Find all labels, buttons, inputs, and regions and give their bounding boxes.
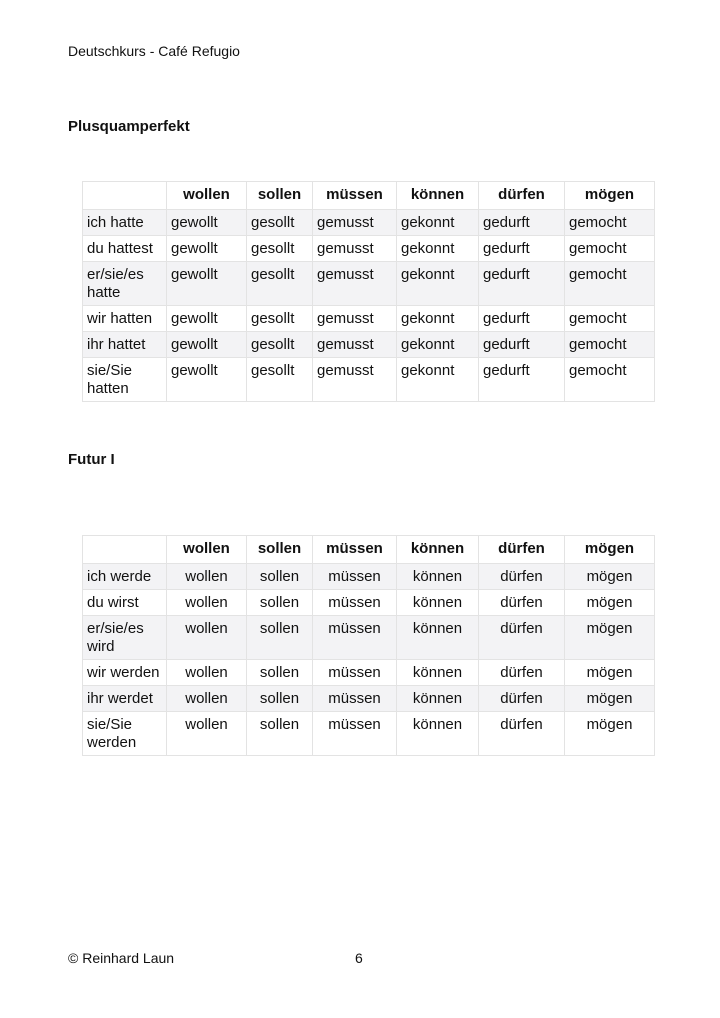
- table-header-row: [83, 536, 655, 564]
- table-cell: mögen: [565, 686, 655, 712]
- table-cell: gemusst: [313, 236, 397, 262]
- table-cell: gesollt: [247, 262, 313, 306]
- pronoun-cell: sie/Sie hatten: [83, 358, 167, 402]
- table-cell: sollen: [247, 564, 313, 590]
- table-cell: wollen: [167, 712, 247, 756]
- table-row: [83, 306, 655, 332]
- table-cell: können: [397, 660, 479, 686]
- table-cell: müssen: [313, 660, 397, 686]
- page-number: 6: [355, 950, 363, 966]
- table-cell: gemusst: [313, 358, 397, 402]
- column-header: [83, 536, 167, 564]
- table-cell: gesollt: [247, 236, 313, 262]
- table-cell: gemusst: [313, 210, 397, 236]
- table-cell: mögen: [565, 712, 655, 756]
- pronoun-cell: er/sie/es hatte: [83, 262, 167, 306]
- table-cell: gekonnt: [397, 332, 479, 358]
- table-cell: gemusst: [313, 262, 397, 306]
- table-row: [83, 262, 655, 306]
- pronoun-cell: du wirst: [83, 590, 167, 616]
- section-title-futur-i: Futur I: [68, 451, 115, 468]
- table-cell: dürfen: [479, 660, 565, 686]
- table-row: [83, 332, 655, 358]
- document-header: Deutschkurs - Café Refugio: [68, 43, 240, 59]
- table-cell: müssen: [313, 712, 397, 756]
- table-row: [83, 590, 655, 616]
- table-cell: gekonnt: [397, 236, 479, 262]
- table-row: [83, 616, 655, 660]
- table-cell: sollen: [247, 616, 313, 660]
- table-row: [83, 236, 655, 262]
- table-header-row: [83, 182, 655, 210]
- table-cell: müssen: [313, 686, 397, 712]
- table-cell: wollen: [167, 590, 247, 616]
- table-cell: gekonnt: [397, 262, 479, 306]
- table-row: [83, 660, 655, 686]
- column-header: wollen: [167, 182, 247, 210]
- table-cell: dürfen: [479, 616, 565, 660]
- table-cell: gedurft: [479, 358, 565, 402]
- table-cell: mögen: [565, 564, 655, 590]
- table-cell: können: [397, 616, 479, 660]
- table-cell: gedurft: [479, 236, 565, 262]
- table-cell: gesollt: [247, 332, 313, 358]
- plusquamperfekt-table: [82, 181, 655, 402]
- pronoun-cell: wir hatten: [83, 306, 167, 332]
- pronoun-cell: ich hatte: [83, 210, 167, 236]
- column-header: [83, 182, 167, 210]
- table-cell: gemusst: [313, 306, 397, 332]
- table-cell: dürfen: [479, 564, 565, 590]
- table-cell: gewollt: [167, 358, 247, 402]
- table-cell: gemocht: [565, 262, 655, 306]
- table-cell: mögen: [565, 616, 655, 660]
- table-cell: gewollt: [167, 236, 247, 262]
- column-header: dürfen: [479, 182, 565, 210]
- table-cell: gesollt: [247, 358, 313, 402]
- table-cell: mögen: [565, 660, 655, 686]
- table-cell: müssen: [313, 616, 397, 660]
- table-cell: gemocht: [565, 306, 655, 332]
- section-title-plusquamperfekt: Plusquamperfekt: [68, 118, 190, 135]
- table-cell: gedurft: [479, 306, 565, 332]
- column-header: sollen: [247, 536, 313, 564]
- table-cell: gewollt: [167, 332, 247, 358]
- table-cell: gedurft: [479, 332, 565, 358]
- table-cell: sollen: [247, 712, 313, 756]
- table-cell: dürfen: [479, 590, 565, 616]
- table-cell: wollen: [167, 686, 247, 712]
- table-cell: gekonnt: [397, 306, 479, 332]
- table-row: [83, 564, 655, 590]
- pronoun-cell: er/sie/es wird: [83, 616, 167, 660]
- table-cell: gewollt: [167, 306, 247, 332]
- column-header: mögen: [565, 182, 655, 210]
- table-row: [83, 712, 655, 756]
- table-cell: gemocht: [565, 358, 655, 402]
- table-cell: gewollt: [167, 262, 247, 306]
- pronoun-cell: ich werde: [83, 564, 167, 590]
- table-cell: sollen: [247, 590, 313, 616]
- table-cell: können: [397, 712, 479, 756]
- pronoun-cell: ihr werdet: [83, 686, 167, 712]
- table-cell: gekonnt: [397, 358, 479, 402]
- column-header: können: [397, 182, 479, 210]
- pronoun-cell: ihr hattet: [83, 332, 167, 358]
- table-cell: müssen: [313, 564, 397, 590]
- table-cell: können: [397, 564, 479, 590]
- table-cell: wollen: [167, 616, 247, 660]
- column-header: müssen: [313, 536, 397, 564]
- table-cell: dürfen: [479, 686, 565, 712]
- table-cell: gesollt: [247, 306, 313, 332]
- table-cell: gemocht: [565, 236, 655, 262]
- column-header: müssen: [313, 182, 397, 210]
- table-cell: gemusst: [313, 332, 397, 358]
- table-cell: gesollt: [247, 210, 313, 236]
- table-cell: müssen: [313, 590, 397, 616]
- table-cell: wollen: [167, 660, 247, 686]
- table-cell: gedurft: [479, 210, 565, 236]
- footer-copyright: © Reinhard Laun: [68, 950, 175, 966]
- table-cell: sollen: [247, 686, 313, 712]
- column-header: dürfen: [479, 536, 565, 564]
- pronoun-cell: sie/Sie werden: [83, 712, 167, 756]
- pronoun-cell: wir werden: [83, 660, 167, 686]
- table-row: [83, 686, 655, 712]
- table-cell: gekonnt: [397, 210, 479, 236]
- futur-i-table: [82, 535, 655, 756]
- column-header: wollen: [167, 536, 247, 564]
- table-cell: wollen: [167, 564, 247, 590]
- column-header: können: [397, 536, 479, 564]
- table-cell: gemocht: [565, 210, 655, 236]
- table-cell: gewollt: [167, 210, 247, 236]
- table-cell: können: [397, 686, 479, 712]
- table-cell: mögen: [565, 590, 655, 616]
- table-cell: dürfen: [479, 712, 565, 756]
- table-cell: können: [397, 590, 479, 616]
- table-cell: sollen: [247, 660, 313, 686]
- table-cell: gemocht: [565, 332, 655, 358]
- table-row: [83, 358, 655, 402]
- table-row: [83, 210, 655, 236]
- column-header: mögen: [565, 536, 655, 564]
- pronoun-cell: du hattest: [83, 236, 167, 262]
- table-cell: gedurft: [479, 262, 565, 306]
- column-header: sollen: [247, 182, 313, 210]
